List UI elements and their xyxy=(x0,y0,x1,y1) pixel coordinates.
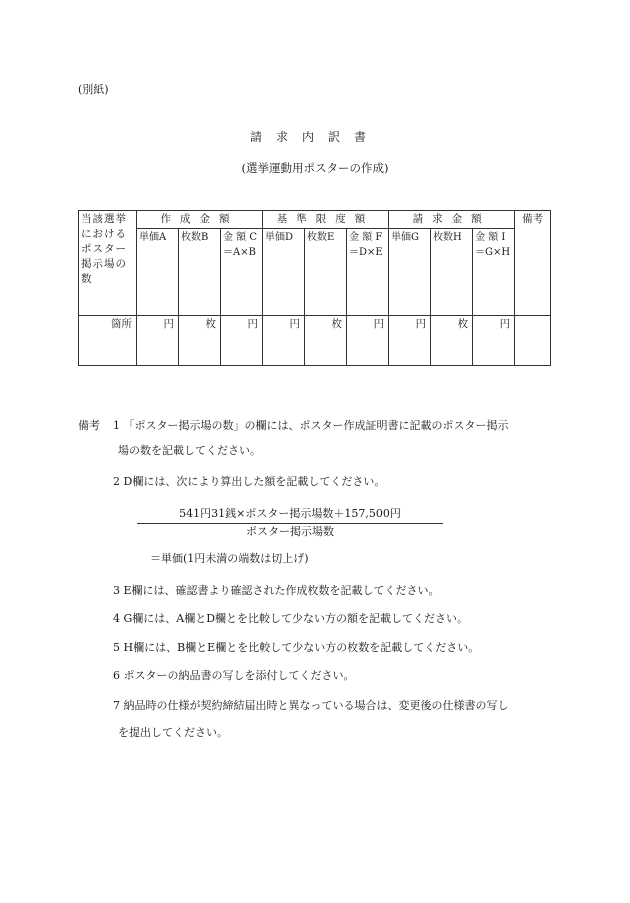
note-item: 2 D欄には、次により算出した額を記載してください。 xyxy=(113,475,386,488)
attachment-label: (別紙) xyxy=(78,83,109,96)
subheader-cell: 金 額 I＝G×H xyxy=(473,229,515,316)
subheader-cell: 枚数H xyxy=(431,229,473,316)
document-title: 請求内訳書 xyxy=(249,130,380,144)
unit-cell: 円 xyxy=(137,316,179,366)
claim-breakdown-table xyxy=(78,210,551,366)
subheader-cell: 単価G xyxy=(389,229,431,316)
group-header: 作成金額 xyxy=(137,211,263,229)
unit-cell: 箇所 xyxy=(79,316,137,366)
document-subtitle: (選挙運動用ポスターの作成) xyxy=(241,161,389,175)
subheader-cell: 単価A xyxy=(137,229,179,316)
row-header-cell: 当該選挙におけるポスター掲示場の数 xyxy=(79,211,137,316)
notes-label: 備考 xyxy=(78,419,100,432)
note-item: 6 ポスターの納品書の写しを添付してください。 xyxy=(113,669,355,682)
unit-cell: 枚 xyxy=(431,316,473,366)
unit-cell: 枚 xyxy=(179,316,221,366)
note-item: 7 納品時の仕様が契約締結届出時と異なっている場合は、変更後の仕様書の写し xyxy=(113,699,509,712)
note-item: 1 「ポスター掲示場の数」の欄には、ポスター作成証明書に記載のポスター掲示 xyxy=(113,419,509,432)
group-header: 請求金額 xyxy=(389,211,515,229)
subheader-cell: 枚数E xyxy=(305,229,347,316)
note-item: を提出してください。 xyxy=(118,726,228,739)
unit-cell: 円 xyxy=(473,316,515,366)
unit-cell: 円 xyxy=(347,316,389,366)
note-item: ＝単価(1円未満の端数は切上げ) xyxy=(150,552,309,565)
notes-header: 備考 xyxy=(515,211,551,316)
subheader-cell: 単価D xyxy=(263,229,305,316)
subheader-cell: 金 額 F＝D×E xyxy=(347,229,389,316)
subheader-cell: 金 額 C＝A×B xyxy=(221,229,263,316)
unit-cell: 枚 xyxy=(305,316,347,366)
note-item: 5 H欄には、B欄とE欄とを比較して少ない方の枚数を記載してください。 xyxy=(113,641,480,654)
formula-numerator: 541円31銭×ポスター掲示場数＋157,500円 xyxy=(137,505,443,524)
unit-cell: 円 xyxy=(263,316,305,366)
unit-cell: 円 xyxy=(389,316,431,366)
note-item: 場の数を記載してください。 xyxy=(118,444,261,457)
subheader-cell: 枚数B xyxy=(179,229,221,316)
note-item: 4 G欄には、A欄とD欄とを比較して少ない方の額を記載してください。 xyxy=(113,612,469,625)
notes-cell xyxy=(515,316,551,366)
formula-denominator: ポスター掲示場数 xyxy=(246,525,334,538)
note-item: 3 E欄には、確認書より確認された作成枚数を記載してください。 xyxy=(113,584,440,597)
unit-cell: 円 xyxy=(221,316,263,366)
group-header: 基準限度額 xyxy=(263,211,389,229)
